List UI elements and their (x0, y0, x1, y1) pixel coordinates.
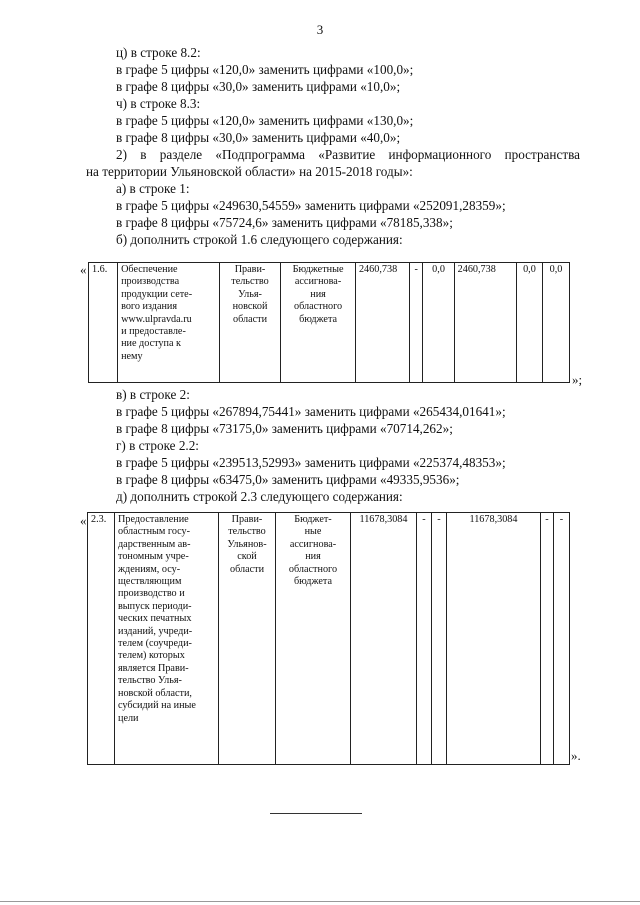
cell-line: Ульянов- (227, 538, 267, 550)
cell-line: субсидий на иные (118, 700, 196, 712)
text-line: в графе 5 цифры «239513,52993» заменить цифрами «225374,48353»; (116, 455, 506, 470)
cell-line: ные (304, 526, 322, 538)
amendment-text-top (86, 44, 580, 248)
text-line: в графе 8 цифры «73175,0» заменить цифрами «70714,262»; (116, 421, 453, 436)
text-line: г) в строке 2.2: (116, 438, 199, 453)
cell-line: бюджета (294, 576, 332, 588)
amendment-text-middle (86, 386, 580, 505)
cell-line: телем (соучреди- (118, 638, 192, 650)
cell-line: Бюджет- (294, 514, 332, 525)
value-cell: 0,0 (542, 263, 569, 383)
cell-line: нему (121, 350, 143, 362)
text-line: д) дополнить строкой 2.3 следующего содержания: (116, 489, 403, 504)
value-cell: 11678,3084 (447, 513, 541, 765)
page-bottom-edge (0, 901, 640, 902)
program-name-cell (118, 263, 220, 383)
row-number: 2.3. (88, 513, 115, 765)
value-cell: - (409, 263, 423, 383)
cell-line: ния (310, 288, 326, 300)
value-cell: 0,0 (423, 263, 454, 383)
cell-line: ществляющим (118, 576, 182, 588)
funding-source-cell (281, 263, 356, 383)
cell-line: телем) которых (118, 650, 185, 662)
text-line: 2) в разделе «Подпрограмма «Развитие информационного пространства (116, 147, 580, 162)
value-cell: 11678,3084 (351, 513, 417, 765)
open-quote: « (80, 262, 87, 277)
cell-line: области (232, 313, 268, 325)
value-cell: - (554, 513, 570, 765)
cell-line: бюджета (299, 313, 338, 325)
cell-line: вого издания (121, 301, 178, 313)
cell-line: цели (118, 712, 139, 724)
cell-line: ческих печатных (118, 613, 192, 625)
table-row (88, 513, 570, 765)
close-quote: »; (572, 372, 583, 387)
cell-line: и предоставле- (121, 326, 186, 338)
text-line: в графе 5 цифры «120,0» заменить цифрами «130,0»; (116, 113, 414, 128)
value-cell: 2460,738 (355, 263, 409, 383)
text-line: в графе 5 цифры «249630,54559» заменить цифрами «252091,28359»; (116, 198, 506, 213)
executor-cell (219, 263, 280, 383)
funding-source-cell (276, 513, 351, 765)
cell-line: Предоставление (118, 514, 189, 525)
text-line: в графе 5 цифры «120,0» заменить цифрами «100,0»; (116, 62, 414, 77)
executor-cell (219, 513, 276, 765)
cell-line: тельство (228, 526, 266, 538)
cell-line: областного (293, 301, 343, 313)
cell-line: Улья- (238, 288, 262, 300)
value-cell: 2460,738 (454, 263, 516, 383)
cell-line: Бюджетные (292, 264, 344, 275)
open-quote: « (80, 513, 87, 528)
value-cell: - (417, 513, 432, 765)
cell-line: Прави- (234, 264, 266, 275)
cell-line: ние доступа к (121, 338, 181, 350)
text-line: ч) в строке 8.3: (116, 96, 201, 111)
cell-line: тономным учре- (118, 551, 189, 563)
text-line: в графе 8 цифры «30,0» заменить цифрами «40,0»; (116, 130, 401, 145)
page-number: 3 (316, 22, 324, 37)
cell-line: www.ulpravda.ru (121, 313, 192, 325)
inserted-row-table-1-6 (88, 262, 570, 383)
cell-line: области (229, 563, 265, 575)
cell-line: изданий, учреди- (118, 625, 193, 637)
cell-line: ния (305, 551, 321, 563)
text-line: а) в строке 1: (116, 181, 190, 196)
cell-line: новской (232, 301, 268, 313)
cell-line: ассигнова- (289, 538, 337, 550)
cell-line: производство и (118, 588, 185, 600)
text-line: б) дополнить строкой 1.6 следующего содержания: (116, 232, 403, 247)
cell-line: ассигнова- (294, 276, 342, 288)
cell-line: дарственным ав- (118, 538, 191, 550)
text-line: в графе 8 цифры «75724,6» заменить цифрами «78185,338»; (116, 215, 453, 230)
value-cell: - (432, 513, 447, 765)
cell-line: выпуск периоди- (118, 600, 192, 612)
text-line: в) в строке 2: (116, 387, 190, 402)
cell-line: ской (237, 551, 257, 563)
close-quote: ». (571, 748, 581, 763)
text-line: ц) в строке 8.2: (116, 45, 201, 60)
table-row (89, 263, 570, 383)
closing-rule (270, 813, 362, 814)
value-cell: 0,0 (516, 263, 542, 383)
cell-line: областного (288, 563, 338, 575)
program-name-cell (115, 513, 219, 765)
cell-line: тельство Улья- (118, 675, 182, 687)
cell-line: новской области, (118, 687, 192, 699)
cell-line: Прави- (231, 514, 263, 525)
cell-line: ждениям, осу- (118, 563, 181, 575)
inserted-row-table-2-3 (87, 512, 570, 765)
cell-line: тельство (231, 276, 269, 288)
cell-line: областным госу- (118, 526, 191, 538)
cell-line: производства (121, 276, 180, 288)
row-number: 1.6. (89, 263, 118, 383)
cell-line: Обеспечение (121, 264, 178, 275)
cell-line: является Прави- (118, 662, 189, 674)
text-line: на территории Ульяновской области» на 2015-2018 годы»: (86, 164, 413, 179)
cell-line: продукции сете- (121, 288, 193, 300)
text-line: в графе 8 цифры «63475,0» заменить цифрами «49335,9536»; (116, 472, 460, 487)
text-line: в графе 5 цифры «267894,75441» заменить цифрами «265434,01641»; (116, 404, 506, 419)
value-cell: - (541, 513, 554, 765)
text-line: в графе 8 цифры «30,0» заменить цифрами «10,0»; (116, 79, 401, 94)
